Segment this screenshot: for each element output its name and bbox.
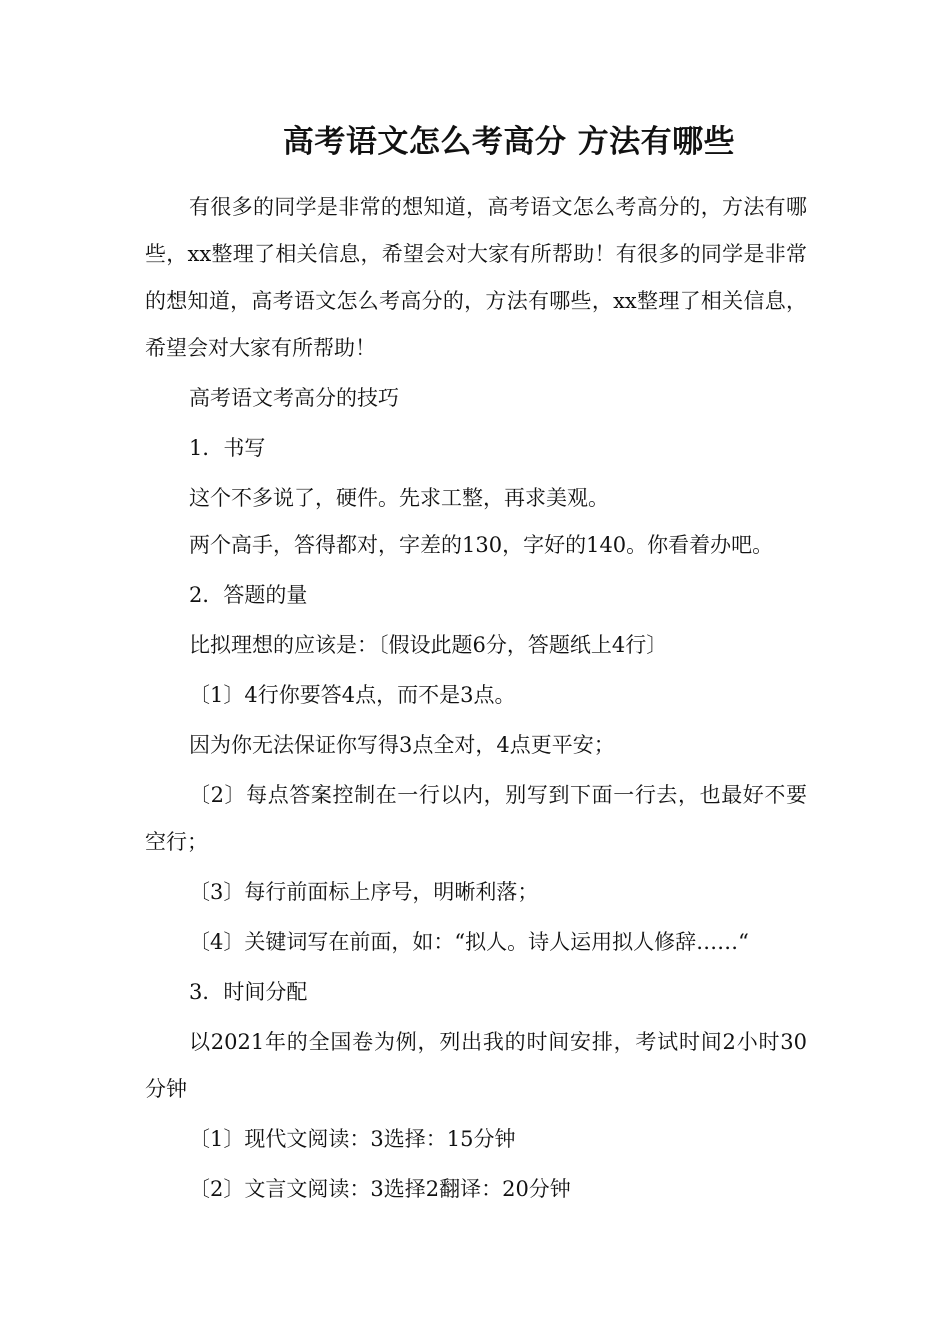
list-item: 〔4〕关键词写在前面，如：“拟人。诗人运用拟人修辞……“ [189,930,749,954]
paragraph: 比拟理想的应该是：〔假设此题6分，答题纸上4行〕 [189,633,668,657]
list-item: 〔2〕文言文阅读：3选择2翻译：20分钟 [189,1177,571,1201]
paragraph: 以2021年的全国卷为例，列出我的时间安排，考试时间2小时30分钟 [145,1030,807,1101]
list-item: 〔1〕现代文阅读：3选择：15分钟 [189,1127,516,1151]
list-item: 〔2〕每点答案控制在一行以内，别写到下面一行去，也最好不要空行； [145,783,807,854]
paragraph: 两个高手，答得都对，字差的130，字好的140。你看着办吧。 [189,533,774,557]
subheading-time-allocation: 3．时间分配 [189,980,308,1004]
document-body [145,184,807,1213]
document-title: 高考语文怎么考高分 方法有哪些 [282,124,736,160]
paragraph: 这个不多说了，硬件。先求工整，再求美观。 [189,486,609,510]
intro-paragraph: 有很多的同学是非常的想知道，高考语文怎么考高分的，方法有哪些，xx整理了相关信息，希望会对大家有所帮助！有很多的同学是非常的想知道，高考语文怎么考高分的，方法有哪些，xx整理了相关信息，希望会对大家有所帮助！ [145,195,807,360]
list-item: 〔1〕4行你要答4点，而不是3点。 [189,683,516,707]
paragraph: 因为你无法保证你写得3点全对，4点更平安； [189,733,615,757]
list-item: 〔3〕每行前面标上序号，明晰利落； [189,880,539,904]
subheading-handwriting: 1．书写 [189,436,266,460]
section-heading: 高考语文考高分的技巧 [189,386,399,410]
subheading-answer-volume: 2．答题的量 [189,583,308,607]
